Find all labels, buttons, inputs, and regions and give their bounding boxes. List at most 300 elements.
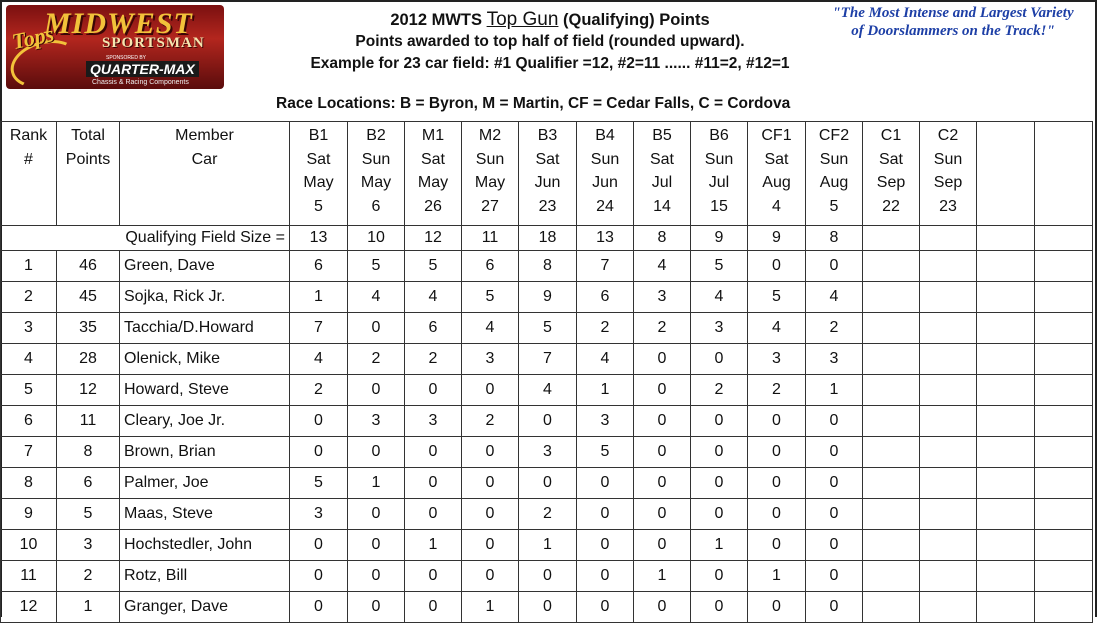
member-name-cell: Green, Dave [120,251,290,282]
race-day: Sun [933,150,963,168]
empty-cell [1035,313,1093,344]
points-cell: 0 [691,437,748,468]
points-cell: 0 [691,499,748,530]
empty-header-cell [1035,122,1093,226]
rank-cell: 6 [1,406,57,437]
points-cell: 2 [634,313,691,344]
points-cell: 7 [577,251,634,282]
total-header-line-1: Total [71,127,105,144]
points-cell [920,282,977,313]
logo-midwest: MIDWEST [44,7,193,40]
points-cell: 3 [806,344,863,375]
race-day: Sat [535,150,560,168]
title-emphasis: Top Gun [486,9,559,30]
race-date: 23 [939,197,957,215]
member-name-cell: Cleary, Joe Jr. [120,406,290,437]
points-cell: 1 [462,592,519,623]
empty-cell [1035,344,1093,375]
page-title [290,9,810,31]
empty-cell [977,406,1035,437]
points-cell: 5 [748,282,806,313]
points-cell: 4 [290,344,348,375]
total-points-cell: 11 [57,406,120,437]
points-cell: 4 [691,282,748,313]
points-cell: 1 [691,530,748,561]
points-cell: 0 [348,375,405,406]
points-cell: 0 [691,561,748,592]
points-cell [863,561,920,592]
points-cell: 3 [577,406,634,437]
points-cell: 2 [691,375,748,406]
table-row [1,561,1093,592]
member-name-cell: Olenick, Mike [120,344,290,375]
race-day: Sun [819,150,849,168]
race-header-c1 [863,122,920,226]
race-header-cf2 [806,122,863,226]
points-cell [863,251,920,282]
points-cell: 0 [748,530,806,561]
points-cell: 1 [748,561,806,592]
points-cell: 0 [405,561,462,592]
table-row [1,530,1093,561]
points-cell: 0 [405,499,462,530]
points-cell: 0 [290,437,348,468]
points-cell: 1 [519,530,577,561]
race-month: May [474,174,506,191]
field-size-value: 8 [634,226,691,251]
points-cell: 4 [806,282,863,313]
points-cell: 0 [577,530,634,561]
points-cell [920,530,977,561]
race-date: 23 [538,197,557,215]
points-cell: 6 [290,251,348,282]
race-header-b6 [691,122,748,226]
race-code: CF2 [818,127,850,144]
points-cell [863,344,920,375]
race-header-b1 [290,122,348,226]
field-size-value [920,226,977,251]
race-header-b4 [577,122,634,226]
points-cell: 3 [748,344,806,375]
race-code: CF1 [761,127,792,144]
points-cell: 3 [348,406,405,437]
field-size-value [863,226,920,251]
empty-cell [1035,226,1093,251]
points-cell: 2 [348,344,405,375]
points-cell: 4 [462,313,519,344]
points-cell [920,592,977,623]
points-cell: 0 [519,561,577,592]
total-points-cell: 1 [57,592,120,623]
points-cell: 5 [519,313,577,344]
points-cell: 0 [348,437,405,468]
rank-header [1,122,57,226]
points-cell: 7 [290,313,348,344]
race-day: Sat [764,150,789,168]
points-cell [863,592,920,623]
race-header-b3 [519,122,577,226]
race-month: Jul [708,174,730,191]
points-cell: 0 [348,561,405,592]
logo-tops: Tops [9,20,57,55]
points-cell: 0 [577,561,634,592]
points-cell: 0 [634,406,691,437]
empty-cell [977,468,1035,499]
points-cell: 0 [806,437,863,468]
field-size-value: 10 [348,226,405,251]
member-name-cell: Hochstedler, John [120,530,290,561]
field-size-value: 8 [806,226,863,251]
empty-cell [977,313,1035,344]
points-cell [863,530,920,561]
logo-sponsor: QUARTER-MAX [86,61,199,77]
table-row [1,313,1093,344]
points-cell: 7 [519,344,577,375]
points-cell: 3 [634,282,691,313]
points-cell: 0 [348,313,405,344]
slogan-line-2: of Doorslammers on the Track!" [851,23,1055,39]
logo-sportsman: SPORTSMAN [102,35,205,51]
points-cell: 1 [806,375,863,406]
total-header [57,122,120,226]
empty-cell [1035,251,1093,282]
points-cell: 0 [748,499,806,530]
points-cell: 0 [577,468,634,499]
points-cell: 0 [634,468,691,499]
table-row [1,406,1093,437]
points-cell [920,437,977,468]
race-month: Jun [592,174,618,191]
title-prefix: 2012 MWTS [390,11,487,29]
header-row [1,122,1093,226]
points-cell: 5 [691,251,748,282]
field-size-value: 9 [748,226,806,251]
points-cell: 0 [348,499,405,530]
points-cell: 0 [748,251,806,282]
points-cell [863,375,920,406]
race-day: Sun [704,150,734,168]
empty-cell [1035,592,1093,623]
race-date: 15 [710,197,728,215]
points-cell: 0 [462,375,519,406]
race-date: 24 [596,197,614,215]
rank-cell: 8 [1,468,57,499]
member-name-cell: Sojka, Rick Jr. [120,282,290,313]
empty-cell [977,344,1035,375]
rank-cell: 11 [1,561,57,592]
empty-cell [1035,437,1093,468]
race-month: Sep [933,174,963,191]
race-day: Sun [590,150,620,168]
points-cell [920,313,977,344]
race-date: 6 [371,197,381,215]
rank-cell: 1 [1,251,57,282]
points-cell: 0 [519,468,577,499]
table-row [1,437,1093,468]
points-cell: 0 [519,406,577,437]
points-cell: 0 [462,468,519,499]
points-cell [920,561,977,592]
member-name-cell: Howard, Steve [120,375,290,406]
empty-cell [1035,499,1093,530]
race-month: Jul [651,174,673,191]
points-cell: 0 [806,468,863,499]
points-cell: 0 [691,344,748,375]
logo-sponsor-sub: Chassis & Racing Components [92,79,189,86]
points-cell: 0 [748,468,806,499]
points-cell: 6 [577,282,634,313]
empty-cell [977,499,1035,530]
race-code: B5 [652,127,672,144]
empty-cell [977,561,1035,592]
points-cell: 0 [634,530,691,561]
points-cell: 9 [519,282,577,313]
points-cell [920,251,977,282]
points-cell: 1 [348,468,405,499]
race-day: Sat [420,150,445,168]
race-date: 22 [882,197,900,215]
race-code: B6 [709,127,729,144]
empty-cell [1035,375,1093,406]
race-day: Sun [475,150,505,168]
empty-cell [1035,561,1093,592]
race-month: Aug [819,174,849,191]
points-cell: 2 [405,344,462,375]
race-date: 5 [829,197,839,215]
race-day: Sat [878,150,903,168]
field-size-value: 12 [405,226,462,251]
points-cell: 2 [519,499,577,530]
rank-header-line-2: # [24,150,33,168]
points-cell [863,282,920,313]
empty-cell [1035,282,1093,313]
race-code: M2 [478,127,502,144]
points-cell: 0 [748,437,806,468]
points-cell: 5 [290,468,348,499]
points-cell: 3 [290,499,348,530]
points-table [0,121,1093,623]
page-subtitle: Points awarded to top half of field (rounded upward). [355,33,745,50]
title-block [290,9,810,75]
member-name-cell: Brown, Brian [120,437,290,468]
race-date: 26 [424,197,442,215]
slogan-line-1: "The Most Intense and Largest Variety [832,5,1074,21]
total-points-cell: 5 [57,499,120,530]
points-cell: 1 [577,375,634,406]
points-cell: 0 [462,530,519,561]
points-cell: 5 [348,251,405,282]
points-cell [920,499,977,530]
points-cell: 4 [577,344,634,375]
race-month: May [417,174,449,191]
points-cell: 3 [691,313,748,344]
empty-cell [1035,530,1093,561]
points-cell: 1 [290,282,348,313]
points-cell: 2 [462,406,519,437]
points-cell: 4 [405,282,462,313]
points-cell: 0 [462,437,519,468]
points-cell: 0 [405,468,462,499]
points-cell: 0 [290,406,348,437]
points-cell: 4 [519,375,577,406]
points-cell: 0 [806,561,863,592]
race-month: May [360,174,392,191]
race-month: Jun [534,174,561,191]
race-header-b5 [634,122,691,226]
points-cell: 0 [634,344,691,375]
points-cell: 4 [634,251,691,282]
rank-cell: 10 [1,530,57,561]
points-cell: 8 [519,251,577,282]
table-row [1,592,1093,623]
slogan [808,4,1098,40]
table-row [1,468,1093,499]
table-row [1,282,1093,313]
points-cell [863,406,920,437]
total-points-cell: 35 [57,313,120,344]
points-cell: 0 [290,561,348,592]
empty-cell [977,251,1035,282]
rank-cell: 7 [1,437,57,468]
table-row [1,375,1093,406]
race-month: Sep [876,174,906,191]
race-day: Sat [649,150,674,168]
points-cell: 3 [519,437,577,468]
race-code: B1 [308,127,329,144]
empty-cell [977,437,1035,468]
race-code: B2 [366,127,386,144]
points-cell: 0 [806,499,863,530]
points-cell: 6 [405,313,462,344]
points-cell: 0 [748,406,806,437]
race-month: Aug [762,174,791,191]
field-size-label: Qualifying Field Size = [1,226,290,251]
rank-cell: 5 [1,375,57,406]
points-cell: 0 [348,530,405,561]
points-cell: 0 [634,592,691,623]
table-row [1,251,1093,282]
race-date: 4 [772,197,781,215]
logo-sponsored-by: SPONSORED BY [106,55,147,61]
table-row [1,499,1093,530]
total-points-cell: 2 [57,561,120,592]
points-example: Example for 23 car field: #1 Qualifier =12, #2=11 ...... #11=2, #12=1 [310,55,790,72]
points-cell [920,375,977,406]
rank-cell: 12 [1,592,57,623]
points-cell: 2 [748,375,806,406]
race-header-cf1 [748,122,806,226]
points-cell [863,468,920,499]
rank-cell: 9 [1,499,57,530]
points-cell: 0 [577,499,634,530]
points-cell [920,468,977,499]
race-header-m1 [405,122,462,226]
race-code: B3 [537,127,558,144]
points-cell: 2 [577,313,634,344]
member-name-cell: Rotz, Bill [120,561,290,592]
rank-header-line-1: Rank [9,127,48,144]
field-size-value: 9 [691,226,748,251]
race-code: C2 [937,127,959,144]
points-cell: 0 [806,530,863,561]
points-cell: 0 [634,437,691,468]
member-name-cell: Granger, Dave [120,592,290,623]
points-cell: 0 [405,592,462,623]
total-points-cell: 28 [57,344,120,375]
points-cell: 6 [462,251,519,282]
race-date: 14 [653,197,671,215]
member-name-cell: Maas, Steve [120,499,290,530]
points-cell: 0 [290,592,348,623]
points-cell: 0 [691,468,748,499]
points-cell: 0 [748,592,806,623]
points-cell: 0 [462,499,519,530]
points-cell: 4 [348,282,405,313]
total-header-line-2: Points [65,150,111,168]
empty-cell [977,375,1035,406]
race-code: C1 [880,127,902,144]
race-header-c2 [920,122,977,226]
midwest-sportsman-logo [6,5,224,89]
race-date: 5 [314,197,323,215]
points-cell [920,406,977,437]
empty-cell [977,592,1035,623]
points-cell: 0 [634,499,691,530]
field-size-value: 18 [519,226,577,251]
empty-cell [977,226,1035,251]
points-cell: 5 [577,437,634,468]
points-cell [863,499,920,530]
field-size-value: 13 [577,226,634,251]
points-cell: 0 [462,561,519,592]
race-header-m2 [462,122,519,226]
points-cell: 0 [405,437,462,468]
race-day: Sat [306,150,331,168]
points-cell [920,344,977,375]
points-cell: 2 [806,313,863,344]
field-size-value: 11 [462,226,519,251]
empty-cell [977,530,1035,561]
points-cell: 0 [290,530,348,561]
points-cell: 2 [290,375,348,406]
empty-cell [1035,468,1093,499]
total-points-cell: 3 [57,530,120,561]
title-suffix: (Qualifying) Points [558,11,710,29]
points-cell: 1 [634,561,691,592]
points-cell: 1 [405,530,462,561]
total-points-cell: 45 [57,282,120,313]
total-points-cell: 46 [57,251,120,282]
points-cell: 3 [405,406,462,437]
points-cell: 0 [519,592,577,623]
field-size-row [1,226,1093,251]
member-header-line-1: Member [175,127,234,144]
empty-header-cell [977,122,1035,226]
rank-cell: 4 [1,344,57,375]
race-date: 27 [481,197,499,215]
race-code: M1 [421,127,445,144]
points-cell: 4 [748,313,806,344]
total-points-cell: 8 [57,437,120,468]
member-name-cell: Palmer, Joe [120,468,290,499]
rank-cell: 3 [1,313,57,344]
points-cell: 5 [405,251,462,282]
points-cell [863,437,920,468]
rank-cell: 2 [1,282,57,313]
points-cell: 3 [462,344,519,375]
race-code: B4 [595,127,615,144]
total-points-cell: 6 [57,468,120,499]
